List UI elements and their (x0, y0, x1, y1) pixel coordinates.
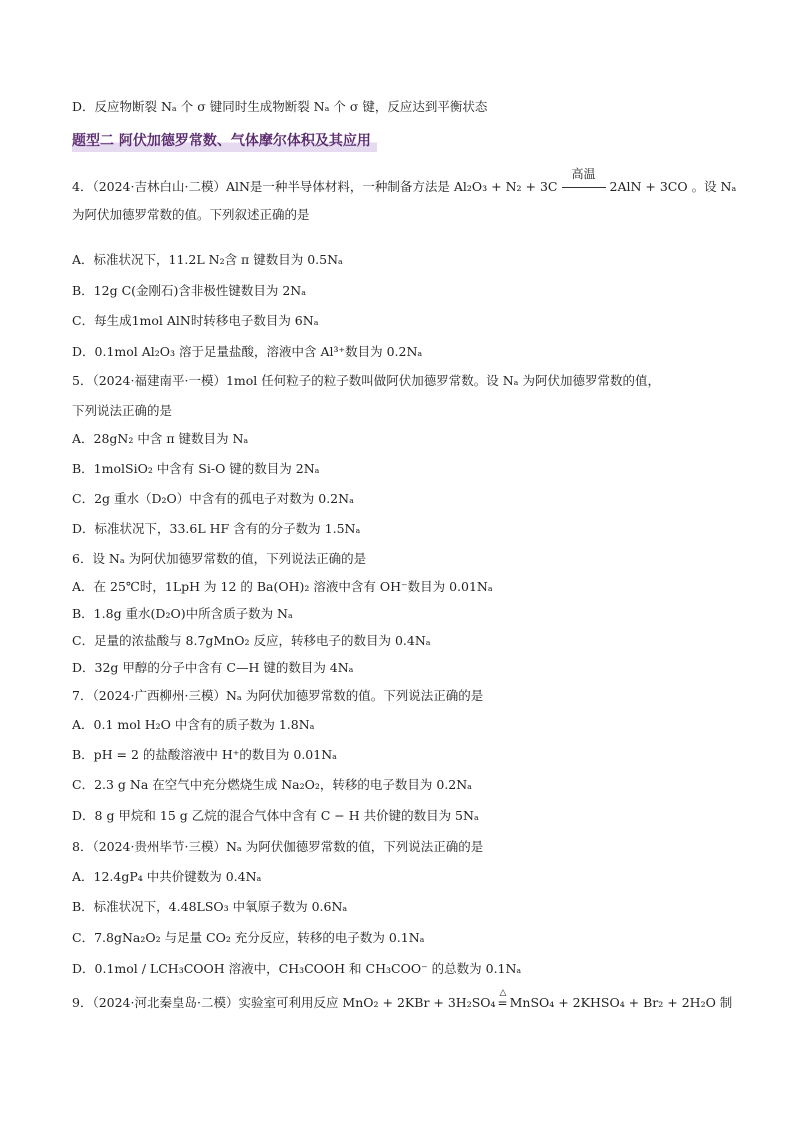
q9-stem-text-end: MnSO₄ + 2KHSO₄ + Br₂ + 2H₂O 制 (509, 995, 733, 1010)
q5-stem-line1: 5．（2024·福建南平·一模）1mol 任何粒子的粒子数叫做阿伏加德罗常数。设 Nₐ 为阿伏加德罗常数的值， (72, 373, 660, 388)
q5-option-b: B．1molSiO₂ 中含有 Si-O 键的数目为 2Nₐ (72, 461, 320, 476)
q8-option-c: C．7.8gNa₂O₂ 与足量 CO₂ 充分反应，转移的电子数为 0.1Nₐ (72, 930, 425, 945)
q8-stem: 8．（2024·贵州毕节·三模）Nₐ 为阿伏伽德罗常数的值，下列说法正确的是 (72, 839, 484, 854)
q5-option-d: D．标准状况下，33.6L HF 含有的分子数为 1.5Nₐ (72, 521, 361, 536)
q7-stem: 7．（2024·广西柳州·三模）Nₐ 为阿伏加德罗常数的值。下列说法正确的是 (72, 688, 484, 703)
q5-option-c: C．2g 重水（D₂O）中含有的孤电子对数为 0.2Nₐ (72, 491, 354, 506)
q9-stem (72, 988, 733, 1012)
q6-option-a: A．在 25℃时，1LpH 为 12 的 Ba(OH)₂ 溶液中含有 OH⁻数目为 0.01Nₐ (72, 579, 493, 594)
section-heading: 题型二 阿伏加德罗常数、气体摩尔体积及其应用 (72, 131, 377, 152)
heat-symbol: △ (499, 988, 507, 998)
reaction-equals (497, 988, 508, 1012)
q4-option-d: D．0.1mol Al₂O₃ 溶于足量盐酸，溶液中含 Al³⁺数目为 0.2Nₐ (72, 344, 423, 359)
reaction-arrow (560, 167, 608, 196)
q4-stem-text-end: 2AlN + 3CO 。设 Nₐ (609, 179, 737, 194)
q5-stem-line2: 下列说法正确的是 (72, 403, 173, 418)
q7-option-c: C．2.3 g Na 在空气中充分燃烧生成 Na₂O₂，转移的电子数目为 0.2Nₐ (72, 777, 473, 792)
q7-option-b: B．pH = 2 的盐酸溶液中 H⁺的数目为 0.01Nₐ (72, 747, 337, 762)
q4-stem-line1 (72, 167, 737, 196)
q8-option-a: A．12.4gP₄ 中共价键数为 0.4Nₐ (72, 869, 262, 884)
q7-option-a: A．0.1 mol H₂O 中含有的质子数为 1.8Nₐ (72, 717, 315, 732)
q5-option-a: A．28gN₂ 中含 π 键数目为 Nₐ (72, 431, 249, 446)
q3-option-d: D．反应物断裂 Nₐ 个 σ 键同时生成物断裂 Nₐ 个 σ 键，反应达到平衡状态 (72, 99, 488, 114)
q6-option-d: D．32g 甲醇的分子中含有 C—H 键的数目为 4Nₐ (72, 660, 354, 675)
q9-stem-text: 9．（2024·河北秦皇岛·二模）实验室可利用反应 MnO₂ + 2KBr + 3H₂SO₄ (72, 995, 496, 1010)
q8-option-b: B．标准状况下，4.48LSO₃ 中氧原子数为 0.6Nₐ (72, 899, 348, 914)
q4-stem-line2: 为阿伏加德罗常数的值。下列叙述正确的是 (72, 207, 310, 222)
condition-label: 高温 (571, 167, 596, 181)
arrow-bar (562, 187, 606, 188)
q6-option-b: B．1.8g 重水(D₂O)中所含质子数为 Nₐ (72, 606, 293, 621)
q7-option-d: D．8 g 甲烷和 15 g 乙烷的混合气体中含有 C − H 共价键的数目为 5Nₐ (72, 808, 479, 823)
q6-stem: 6．设 Nₐ 为阿伏加德罗常数的值，下列说法正确的是 (72, 551, 367, 566)
q4-option-b: B．12g C(金刚石)含非极性键数目为 2Nₐ (72, 283, 307, 298)
equals-sign: = (497, 996, 508, 1010)
q4-option-a: A．标准状况下，11.2L N₂含 π 键数目为 0.5Nₐ (72, 252, 343, 267)
q6-option-c: C．足量的浓盐酸与 8.7gMnO₂ 反应，转移电子的数目为 0.4Nₐ (72, 633, 431, 648)
q4-option-c: C．每生成1mol AlN时转移电子数目为 6Nₐ (72, 313, 319, 328)
q4-stem-text: 4．（2024·吉林白山·二模）AlN是一种半导体材料，一种制备方法是 Al₂O₃ + N₂ + 3C (72, 179, 558, 194)
q8-option-d: D．0.1mol / LCH₃COOH 溶液中，CH₃COOH 和 CH₃COO⁻ 的总数为 0.1Nₐ (72, 961, 522, 976)
